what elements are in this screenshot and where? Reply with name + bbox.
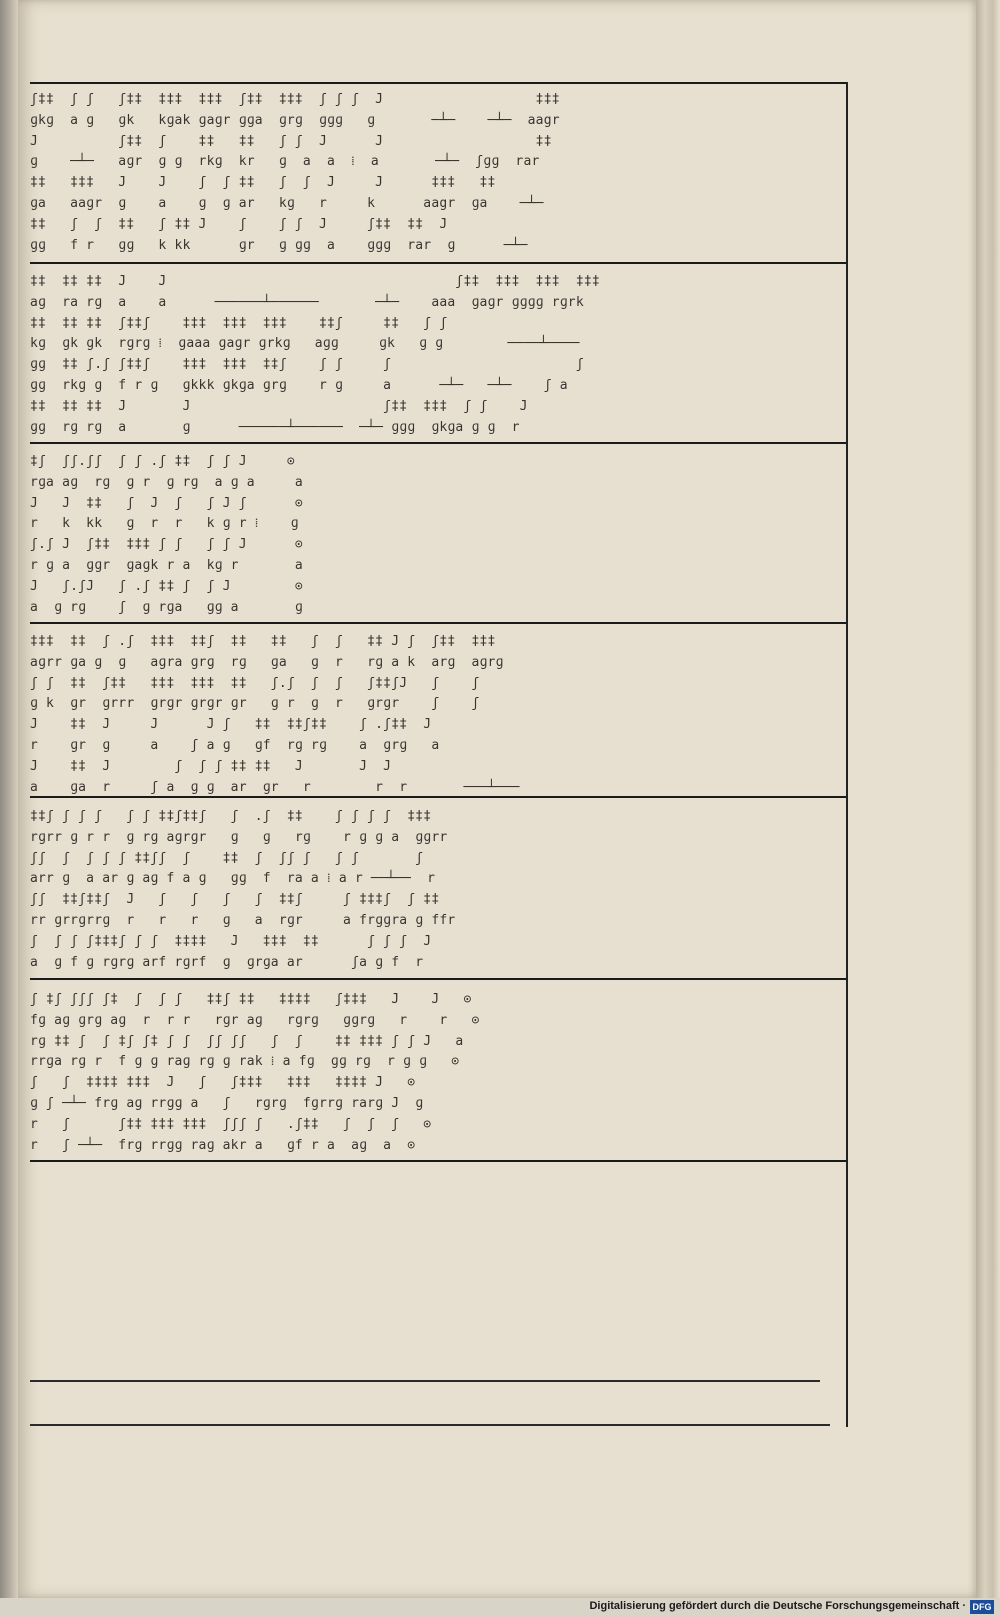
tablature-system-2: ‡‡ ‡‡ ‡‡ J J ʃ‡‡ ‡‡‡ ‡‡‡ ‡‡‡ aɡ ra rɡ a a ──────┴────── ─┴─ aaa ɡaɡr ɡɡɡɡ rɡrk ‡‡ ‡‡ ‡‡ ʃ‡‡ʃ ‡‡‡ ‡‡‡ ‡‡‡ ‡‡ʃ ‡‡ ʃ ʃ kɡ ɡk ɡk rɡrɡ ⁞ ɡaaa ɡaɡr ɡrkɡ aɡɡ ɡk ɡ ɡ ────┴──── ɡɡ ‡‡ ʃ.ʃ ʃ‡‡ʃ ‡‡‡ ‡‡‡ ‡‡ʃ ʃ ʃ ʃ ʃ ɡɡ rkɡ ɡ f r ɡ ɡkkk ɡkɡa ɡrɡ r ɡ a ─┴─ ─┴─ ʃ a ‡‡ ‡‡ ‡‡ J J ʃ‡‡ ‡‡‡ ʃ ʃ J ɡɡ rɡ rɡ a ɡ ──────┴────── ─┴─ ɡɡɡ ɡkɡa ɡ ɡ r — [30, 274, 600, 435]
tablature-system-4: ‡‡‡ ‡‡ ʃ .ʃ ‡‡‡ ‡‡ʃ ‡‡ ‡‡ ʃ ʃ ‡‡ J ʃ ʃ‡‡ ‡‡‡ aɡrr ɡa ɡ ɡ aɡra ɡrɡ rɡ ɡa ɡ r rɡ a k arɡ aɡrɡ ʃ ʃ ‡‡ ʃ‡‡ ‡‡‡ ‡‡‡ ‡‡ ʃ.ʃ ʃ ʃ ʃ‡‡ʃJ ʃ ʃ ɡ k ɡr ɡrrr ɡrɡr ɡrɡr ɡr ɡ r ɡ r ɡrɡr ʃ ʃ J ‡‡ J J J ʃ ‡‡ ‡‡ʃ‡‡ ʃ .ʃ‡‡ J r ɡr ɡ a ʃ a ɡ ɡf rɡ rɡ a ɡrɡ a J ‡‡ J ʃ ʃ ʃ ‡‡ ‡‡ J J J a ɡa r ʃ a ɡ ɡ ar ɡr r r r ───┴─── — [30, 634, 520, 795]
system-divider-3 — [30, 622, 846, 624]
tablature-system-1: ʃ‡‡ ʃ ʃ ʃ‡‡ ‡‡‡ ‡‡‡ ʃ‡‡ ‡‡‡ ʃ ʃ ʃ J ‡‡‡ ɡkɡ a ɡ ɡk kɡak ɡaɡr ɡɡa ɡrɡ ɡɡɡ ɡ ─┴─ ─┴─ aagr J ʃ‡‡ ʃ ‡‡ ‡‡ ʃ ʃ J J ‡‡ ɡ ─┴─ aɡr ɡ ɡ rkɡ kr ɡ a a ⁞ a ─┴─ ʃɡɡ rar ‡‡ ‡‡‡ J J ʃ ʃ ‡‡ ʃ ʃ J J ‡‡‡ ‡‡ ɡa aaɡr ɡ a ɡ ɡ ar kɡ r k aagr ɡa ─┴─ ‡‡ ʃ ʃ ‡‡ ʃ ‡‡ J ʃ ʃ ʃ J ʃ‡‡ ‡‡ J ɡɡ f r ɡɡ k kk ɡr ɡ ɡɡ a ɡɡɡ rar ɡ ─┴─ — [30, 92, 560, 253]
tablature-system-5: ‡‡ʃ ʃ ʃ ʃ ʃ ʃ ‡‡ʃ‡‡ʃ ʃ .ʃ ‡‡ ʃ ʃ ʃ ʃ ‡‡‡ rɡrr ɡ r r ɡ rɡ aɡrɡr ɡ ɡ rɡ r ɡ ɡ a ɡɡrr ʃʃ ʃ ʃ ʃ ʃ ‡‡ʃʃ ʃ ‡‡ ʃ ʃʃ ʃ ʃ ʃ ʃ arr ɡ a ar ɡ aɡ f a ɡ ɡɡ f ra a ⁞ a r ──┴── r ʃʃ ‡‡ʃ‡‡ʃ J ʃ ʃ ʃ ʃ ‡‡ʃ ʃ ‡‡‡ʃ ʃ ‡‡ rr ɡrrɡrrɡ r r r ɡ a rɡr a frɡɡra ɡ ffr ʃ ʃ ʃ ʃ‡‡‡ʃ ʃ ʃ ‡‡‡‡ J ‡‡‡ ‡‡ ʃ ʃ ʃ J a ɡ f ɡ rɡrɡ arf rɡrf ɡ ɡrɡa ar ʃa ɡ f r — [30, 809, 456, 970]
book-binding-edge — [0, 0, 18, 1600]
tablature-system-6: ʃ ‡ʃ ʃʃʃ ʃ‡ ʃ ʃ ʃ ‡‡ʃ ‡‡ ‡‡‡‡ ʃ‡‡‡ J J ⊙ fɡ aɡ ɡrɡ aɡ r r r rɡr aɡ rɡrɡ ɡɡrɡ r r ⊙ rɡ ‡‡ ʃ ʃ ‡ʃ ʃ‡ ʃ ʃ ʃʃ ʃʃ ʃ ʃ ‡‡ ‡‡‡ ʃ ʃ J a rrɡa rɡ r f ɡ ɡ raɡ rɡ ɡ rak ⁞ a fɡ ɡɡ rɡ r ɡ ɡ ⊙ ʃ ʃ ‡‡‡‡ ‡‡‡ J ʃ ʃ‡‡‡ ‡‡‡ ‡‡‡‡ J ⊙ ɡ ʃ ─┴─ frɡ aɡ rrɡɡ a ʃ rɡrɡ fɡrrɡ rarɡ J ɡ r ʃ ʃ‡‡ ‡‡‡ ‡‡‡ ʃʃʃ ʃ .ʃ‡‡ ʃ ʃ ʃ ⊙ r ʃ ─┴─ frɡ rrɡɡ raɡ akr a ɡf r a aɡ a ⊙ — [30, 992, 480, 1153]
dfg-logo-icon: DFG — [970, 1600, 994, 1614]
empty-line-2 — [30, 1424, 830, 1426]
book-page — [18, 0, 976, 1598]
empty-line-1 — [30, 1380, 820, 1382]
system-divider-6 — [30, 1160, 846, 1162]
system-divider-5 — [30, 978, 846, 980]
system-divider-4 — [30, 796, 846, 798]
system-divider-1 — [30, 262, 846, 264]
tablature-system-3: ‡ʃ ʃʃ.ʃʃ ʃ ʃ .ʃ ‡‡ ʃ ʃ J ⊙ rɡa aɡ rɡ ɡ r ɡ rɡ a ɡ a a J J ‡‡ ʃ J ʃ ʃ J ʃ ⊙ r k kk ɡ r r k ɡ r ⁞ ɡ ʃ.ʃ J ʃ‡‡ ‡‡‡ ʃ ʃ ʃ ʃ J ⊙ r ɡ a ɡɡr ɡaɡk r a kɡ r a J ʃ.ʃJ ʃ .ʃ ‡‡ ʃ ʃ J ⊙ a ɡ rɡ ʃ ɡ rɡa ɡɡ a ɡ — [30, 454, 303, 615]
system-divider-2 — [30, 442, 846, 444]
tablature-frame — [30, 82, 848, 1427]
footer-credit: Digitalisierung gefördert durch die Deutsche Forschungsgemeinschaft · — [589, 1600, 966, 1612]
page-stack-edge — [976, 0, 1000, 1598]
top-rule — [30, 82, 846, 84]
